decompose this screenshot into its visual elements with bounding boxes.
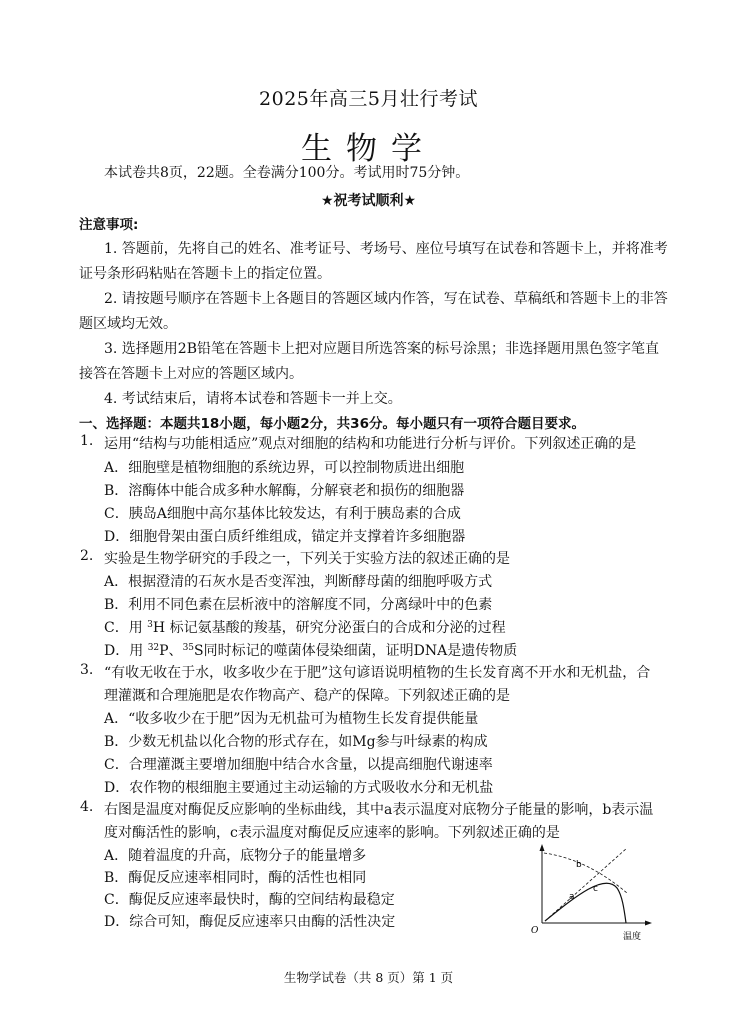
option-b: B．酶促反应速率相同时，酶的活性也相同 (104, 870, 367, 886)
series-c-label: c (593, 884, 598, 894)
question-stem: 理灌溉和合理施肥是农作物高产、稳产的保障。下列叙述正确的是 (104, 688, 510, 704)
x-axis-arrow (645, 921, 652, 926)
series-b-line (544, 853, 627, 893)
option-text: H 标记氨基酸的羧基，研究分泌蛋白的合成和分泌的过程 (152, 620, 506, 636)
option-d: D．综合可知，酶促反应速率只由酶的活性决定 (104, 914, 396, 930)
notice-item-2-line1: 2. 请按题号顺序在答题卡上各题目的答题区域内作答，写在试卷、草稿纸和答题卡上的非答 (104, 291, 668, 307)
option-b: B．溶酶体中能合成多种水解酶，分解衰老和损伤的细胞器 (104, 483, 465, 499)
series-c-line (545, 883, 626, 923)
page-footer: 生物学试卷（共 8 页）第 1 页 (283, 970, 454, 985)
option-text: C．用 (104, 620, 148, 636)
option-text: S同时标记的噬菌体侵染细菌，证明DNA是遗传物质 (194, 643, 518, 659)
question-number: 4. (80, 799, 94, 815)
option-d (104, 640, 517, 660)
option-c: C．胰岛A细胞中高尔基体比较发达，有利于胰岛素的合成 (104, 506, 461, 522)
question-stem: 实验是生物学研究的手段之一，下列关于实验方法的叙述正确的是 (104, 551, 510, 567)
notice-item-3-line2: 接答在答题卡上对应的答题区域内。 (79, 366, 303, 382)
origin-label: O (531, 926, 539, 936)
question-number: 2. (80, 548, 94, 564)
y-axis-arrow (540, 844, 545, 851)
option-a: A．随着温度的升高，底物分子的能量增多 (104, 848, 367, 864)
question-number: 3. (80, 662, 94, 678)
option-a: A．“收多收少在于肥”因为无机盐可为植物生长发育提供能量 (104, 711, 479, 727)
option-a: A．细胞壁是植物细胞的系统边界，可以控制物质进出细胞 (104, 460, 465, 476)
temperature-enzyme-chart (527, 843, 652, 943)
good-luck-banner: ★祝考试顺利★ (320, 193, 417, 209)
question-stem: 度对酶活性的影响，c表示温度对酶促反应速率的影响。下列叙述正确的是 (104, 825, 560, 841)
series-a-line (545, 848, 627, 921)
exam-info: 本试卷共8页，22题。全卷满分100分。考试用时75分钟。 (104, 165, 470, 181)
question-number: 1. (80, 433, 94, 449)
question-stem: “有收无收在于水，收多收少在于肥”这句谚语说明植物的生长发育离不开水和无机盐，合 (104, 665, 651, 681)
isotope-mass-number: 3 (147, 620, 153, 630)
notice-item-1-line1: 1. 答题前，先将自己的姓名、准考证号、考场号、座位号填写在试卷和答题卡上，并将准考 (104, 241, 668, 257)
option-d: D．细胞骨架由蛋白质纤维组成，锚定并支撑着许多细胞器 (104, 529, 466, 545)
notice-item-4-line1: 4. 考试结束后，请将本试卷和答题卡一并上交。 (104, 391, 402, 407)
option-a: A．根据澄清的石灰水是否变浑浊，判断酵母菌的细胞呼吸方式 (104, 574, 493, 590)
option-d: D．农作物的根细胞主要通过主动运输的方式吸收水分和无机盐 (104, 780, 494, 796)
subject-title: 生物学 (301, 131, 436, 167)
x-axis-label: 温度 (623, 932, 642, 942)
section-heading: 一、选择题：本题共18小题，每小题2分，共36分。每小题只有一项符合题目要求。 (79, 416, 585, 432)
question-stem: 右图是温度对酶促反应影响的坐标曲线，其中a表示温度对底物分子能量的影响，b表示温 (104, 802, 654, 818)
isotope-mass-number: 35 (182, 643, 195, 653)
option-c: C．合理灌溉主要增加细胞中结合水含量，以提高细胞代谢速率 (104, 757, 493, 773)
isotope-mass-number: 32 (147, 643, 160, 653)
series-b-label: b (576, 860, 582, 870)
question-stem: 运用“结构与功能相适应”观点对细胞的结构和功能进行分析与评价。下列叙述正确的是 (104, 436, 637, 452)
notice-item-2-line2: 题区域均无效。 (79, 316, 177, 332)
option-b: B．利用不同色素在层析液中的溶解度不同，分离绿叶中的色素 (104, 597, 493, 613)
notice-item-3-line1: 3. 选择题用2B铅笔在答题卡上把对应题目所选答案的标号涂黑；非选择题用黑色签字笔直 (104, 341, 660, 357)
series-a-label: a (569, 892, 575, 902)
option-c: C．酶促反应速率最快时，酶的空间结构最稳定 (104, 892, 395, 908)
notice-heading: 注意事项: (79, 217, 139, 233)
notice-item-1-line2: 证号条形码粘贴在答题卡上的指定位置。 (79, 266, 331, 282)
option-text: D．用 (104, 643, 148, 659)
exam-title: 2025年高三5月壮行考试 (259, 88, 478, 110)
option-text: P、 (159, 643, 183, 659)
option-c (104, 617, 506, 637)
option-b: B．少数无机盐以化合物的形式存在，如Mg参与叶绿素的构成 (104, 734, 488, 750)
